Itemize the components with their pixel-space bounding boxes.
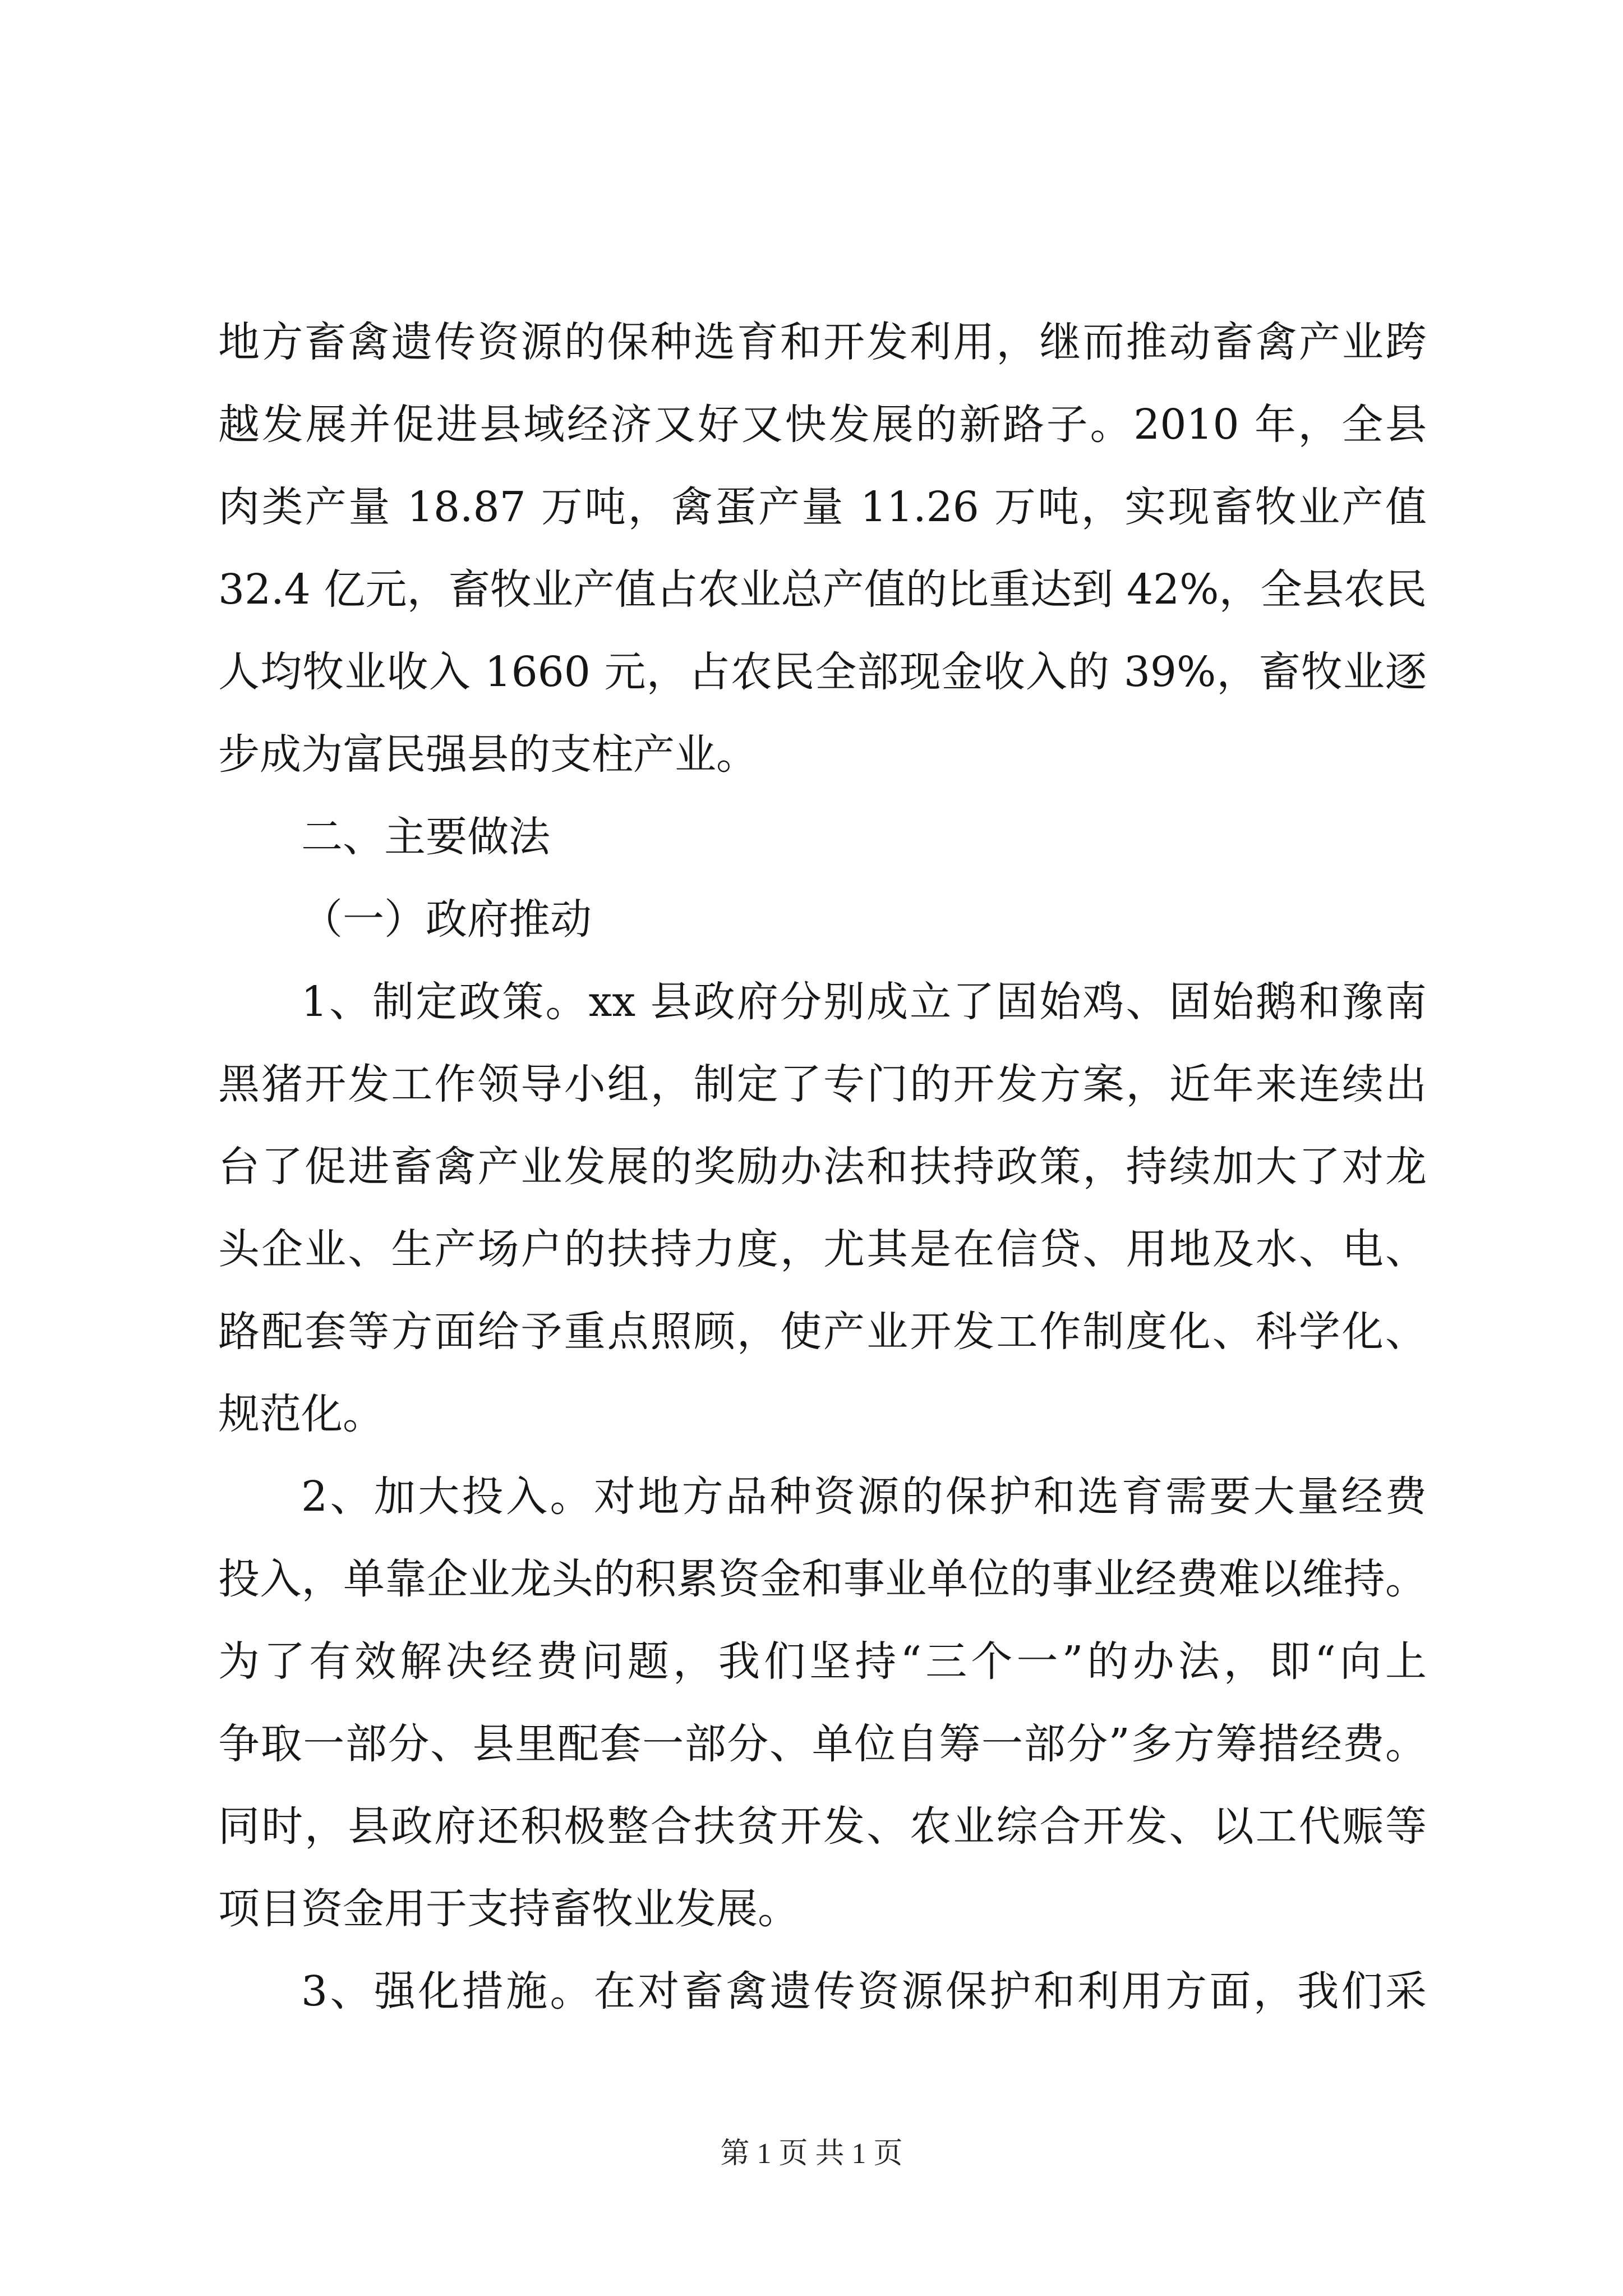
paragraph-line: 争取一部分、县里配套一部分、单位自筹一部分”多方筹措经费。 [218,1720,1427,1768]
paragraph-line: 1、制定政策。xx 县政府分别成立了固始鸡、固始鹅和豫南 [301,978,1427,1026]
paragraph-line: 黑猪开发工作领导小组，制定了专门的开发方案，近年来连续出 [218,1060,1427,1108]
item-3-paragraph [218,1950,1427,2033]
paragraph-line: 越发展并促进县域经济又好又快发展的新路子。2010 年，全县 [218,401,1427,449]
paragraph-line: 3、强化措施。在对畜禽遗传资源保护和利用方面，我们采 [301,1967,1427,2016]
item-1-paragraph [218,961,1427,1456]
paragraph-line: 32.4 亿元，畜牧业产值占农业总产值的比重达到 42%，全县农民 [218,565,1427,614]
paragraph-line: 头企业、生产场户的扶持力度，尤其是在信贷、用地及水、电、 [218,1225,1427,1273]
item-2-paragraph [218,1456,1427,1950]
paragraph-line: 肉类产量 18.87 万吨，禽蛋产量 11.26 万吨，实现畜牧业产值 [218,483,1427,531]
paragraph-line: 步成为富民强县的支柱产业。 [218,730,758,779]
paragraph-line: 台了促进畜禽产业发展的奖励办法和扶持政策，持续加大了对龙 [218,1143,1427,1191]
paragraph-line: 投入，单靠企业龙头的积累资金和事业单位的事业经费难以维持。 [218,1555,1427,1603]
paragraph-line: 2、加大投入。对地方品种资源的保护和选育需要大量经费 [301,1473,1427,1521]
paragraph-line: 规范化。 [218,1390,384,1438]
paragraph-line: 项目资金用于支持畜牧业发展。 [218,1885,799,1933]
paragraph-line: 同时，县政府还积极整合扶贫开发、农业综合开发、以工代赈等 [218,1802,1427,1851]
intro-paragraph [218,301,1427,796]
section-heading [218,796,1427,878]
page-number: 第 1 页 共 1 页 [720,2138,903,2170]
section-heading-text: 二、主要做法 [301,813,550,861]
subsection-heading-text: （一）政府推动 [301,895,592,944]
document-body [218,301,1427,2033]
paragraph-line: 为了有效解决经费问题，我们坚持“三个一”的办法，即“向上 [218,1637,1427,1686]
page-footer [0,2132,1623,2177]
paragraph-line: 路配套等方面给予重点照顾，使产业开发工作制度化、科学化、 [218,1308,1427,1356]
paragraph-line: 人均牧业收入 1660 元，占农民全部现金收入的 39%，畜牧业逐 [218,648,1427,696]
subsection-heading [218,878,1427,961]
paragraph-line: 地方畜禽遗传资源的保种选育和开发利用，继而推动畜禽产业跨 [218,318,1427,366]
